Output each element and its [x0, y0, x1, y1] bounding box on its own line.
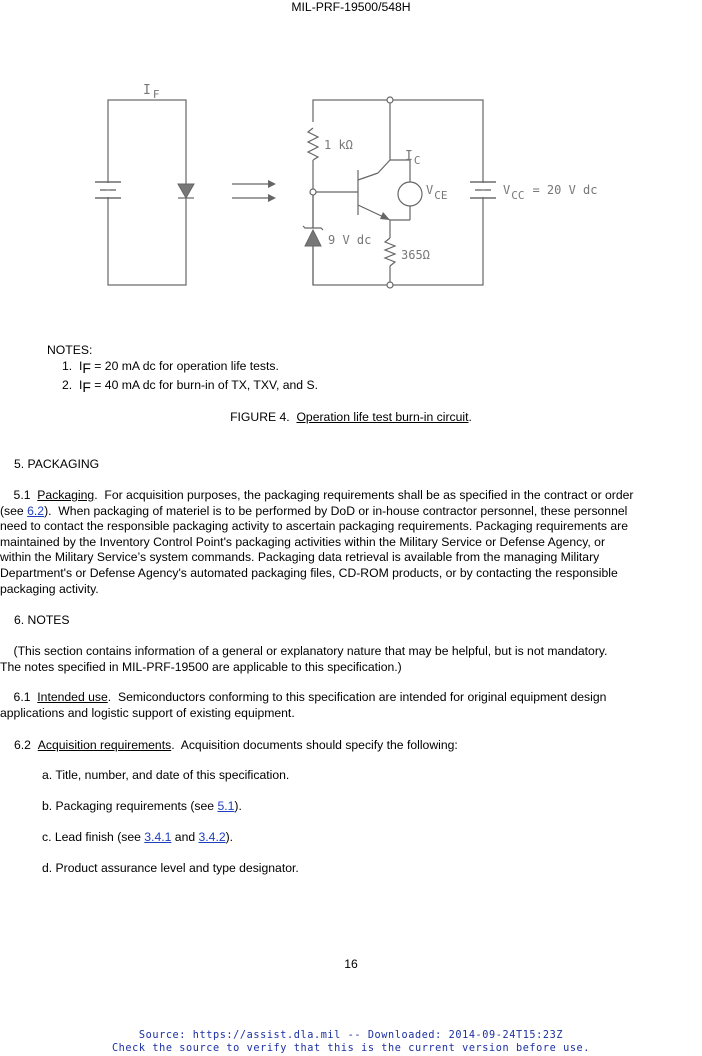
list-item-d: d. Product assurance level and type designator. [42, 861, 299, 875]
figure-note-2: 2. IF = 40 mA dc for burn-in of TX, TXV, and S. [62, 378, 318, 395]
ref-5-1-link[interactable]: 5.1 [217, 799, 235, 813]
ref-6-2-link[interactable]: 6.2 [27, 503, 45, 518]
r1-label: 1 kΩ [324, 138, 353, 152]
r2-label: 365Ω [401, 248, 430, 262]
zener-label: 9 V dc [328, 233, 372, 247]
section-5-1: 5.1 Packaging. For acquisition purposes, the packaging requirements shall be as specified in the contract or order (see 6.2). When packaging of materiel is to be performed by DoD or in-house contractor personnel, these personnel need to contact the responsible packaging activity to ascertain packaging requirements. Packaging requirements are maintained by the Inventory Control Point's packaging activities within the Military Service or Defense Agency, or within the Military Service’s system commands. Packaging data retrieval is available from the managing Military Department's or Defense Agency's automated packaging files, CD-ROM products, or by contacting the responsible packaging activity. [0, 488, 634, 596]
document-id: MIL-PRF-19500/548H [291, 0, 411, 14]
section-6-heading: 6. NOTES [14, 613, 70, 627]
section-6-intro: (This section contains information of a general or explanatory nature that may be helpful, but is not mandatory. The notes specified in MIL-PRF-19500 are applicable to this specification.) [0, 644, 608, 674]
figure-caption: FIGURE 4. Operation life test burn-in circuit. [230, 410, 472, 424]
page-number: 16 [344, 957, 358, 971]
section-5-heading: 5. PACKAGING [14, 457, 100, 471]
ref-3-4-2-link[interactable]: 3.4.2 [198, 830, 226, 844]
burn-in-circuit-diagram [0, 70, 702, 295]
diode-icon [178, 184, 194, 198]
source-footer-line-1: Source: https://assist.dla.mil -- Downloaded: 2014-09-24T15:23Z [138, 1030, 564, 1041]
section-6-2: 6.2 Acquisition requirements. Acquisition documents should specify the following: [14, 738, 458, 752]
vcc-label: VCC = 20 V dc [503, 183, 598, 202]
ic-label: $I_C$ [405, 149, 421, 167]
vce-label: VCE [426, 183, 448, 202]
ref-3-4-1-link[interactable]: 3.4.1 [144, 830, 172, 844]
if-label: I $_F$ [143, 83, 160, 101]
list-item-c: c. Lead finish (see 3.4.1 and 3.4.2). [42, 830, 234, 844]
figure-notes-title: NOTES: [47, 343, 93, 357]
figure-note-1: 1. IF = 20 mA dc for operation life tests. [62, 359, 279, 376]
section-6-1: 6.1 Intended use. Semiconductors conforming to this specification are intended for original equipment design applications and logistic support of existing equipment. [0, 690, 607, 720]
arrow-icon [268, 194, 276, 202]
source-footer-line-2: Check the source to verify that this is the current version before use. [111, 1043, 591, 1054]
list-item-a: a. Title, number, and date of this specification. [42, 768, 290, 782]
zener-diode-icon [305, 230, 321, 246]
list-item-b: b. Packaging requirements (see 5.1). [42, 799, 242, 813]
arrow-icon [268, 180, 276, 188]
